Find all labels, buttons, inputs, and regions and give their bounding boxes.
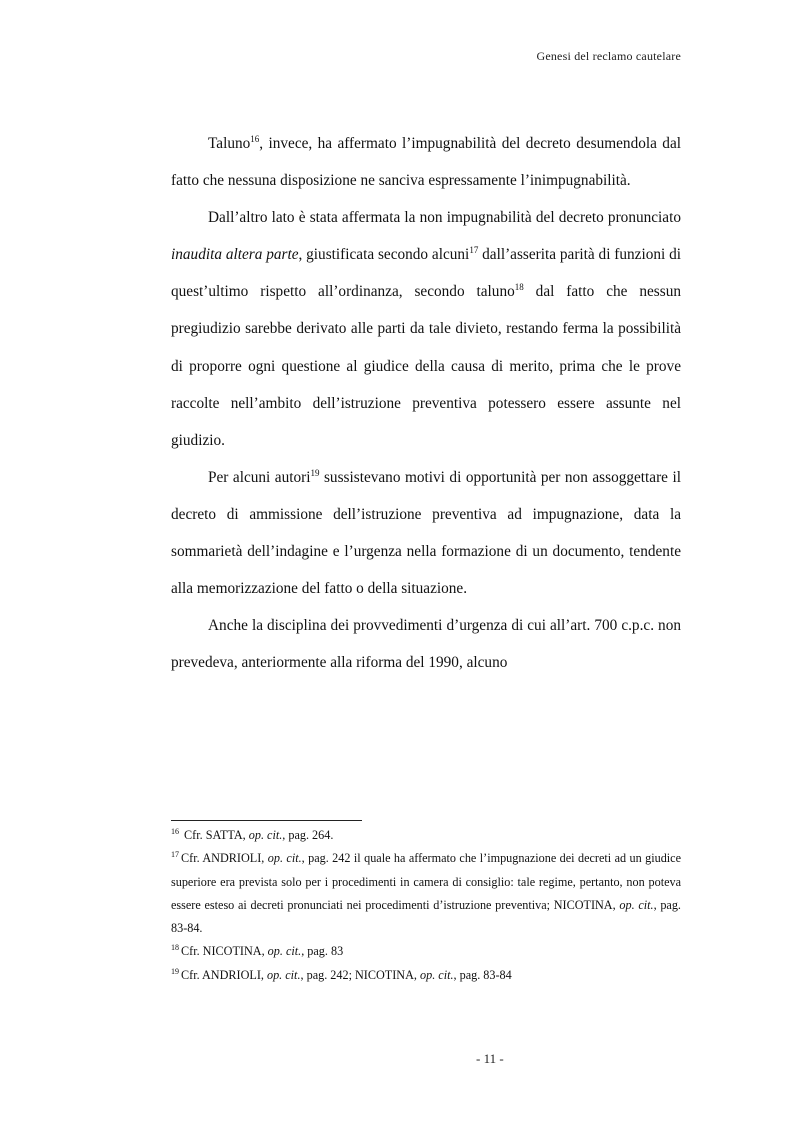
footnote-ref-19[interactable]: 19	[310, 467, 320, 478]
paragraph-2	[171, 199, 681, 459]
footnote-19	[171, 964, 681, 987]
text-span: dal fatto che nessun pregiudizio sarebbe derivato alle parti da tale divieto, restando ferma la possibilità di proporre ogni questione al giudice della causa di merito, prima che le prove raccolte nell’ambito dell’istruzione preventiva potessero essere assunte nel giudizio.	[171, 283, 681, 449]
italic-phrase: op. cit.	[248, 828, 283, 842]
text-span: Taluno	[208, 135, 251, 152]
text-span: Cfr. SATTA,	[181, 828, 249, 842]
text-span: , pag. 242 il quale ha affermato che l’impugnazione dei decreti ad un giudice superiore era prevista solo per i procedimenti in camera di consiglio: tale regime, pertanto, non poteva essere esteso ai decreti pronunciati nei procedimenti d’istruzione preventiva; NICOTINA,	[171, 851, 681, 912]
text-span: Per alcuni autori	[208, 468, 311, 486]
text-span: Anche la disciplina dei provvedimenti d’urgenza di cui all’art. 700 c.p.c. non prevedeva, anteriormente alla riforma del 1990, alcuno	[171, 617, 681, 672]
italic-phrase: op. cit.	[619, 897, 654, 912]
footnote-number: 19	[171, 966, 179, 976]
footnotes-section	[171, 824, 681, 987]
page-number: - 11 -	[476, 1051, 504, 1066]
running-header: Genesi del reclamo cautelare	[536, 49, 681, 63]
paragraph-3	[171, 459, 681, 607]
text-span: , pag. 242; NICOTINA,	[300, 967, 420, 982]
text-span: , pag. 264.	[282, 828, 334, 842]
text-span: , invece, ha affermato l’impugnabilità del decreto desumendola dal fatto che nessuna disposizione ne sanciva espressamente l’inimpugnabilità.	[171, 135, 681, 190]
footnote-18	[171, 940, 681, 963]
text-span: , pag. 83-84.	[171, 897, 681, 936]
footnote-16	[171, 824, 681, 847]
italic-phrase: op. cit.	[266, 967, 301, 982]
text-span: , pag. 83-84	[453, 967, 512, 982]
main-text	[171, 125, 681, 681]
paragraph-4	[171, 607, 681, 681]
italic-phrase: inaudita altera parte	[171, 246, 299, 264]
footnote-divider	[171, 820, 362, 821]
text-span: , giustificata secondo alcuni	[298, 246, 470, 264]
text-span: Cfr. ANDRIOLI,	[181, 967, 267, 982]
footnote-number: 16	[171, 827, 179, 836]
footnote-number: 17	[171, 850, 179, 860]
text-span: dall’asserita parità di funzioni di quest’ultimo rispetto all’ordinanza, secondo taluno	[171, 246, 681, 301]
footnote-ref-18[interactable]: 18	[514, 282, 524, 293]
footnote-number: 18	[171, 943, 179, 953]
italic-phrase: op. cit.	[420, 967, 454, 982]
text-span: sussistevano motivi di opportunità per non assoggettare il decreto di ammissione dell’istruzione preventiva ad impugnazione, data la sommarietà dell’indagine e l’urgenza nella formazione di un documento, tendente alla memorizzazione del fatto o della situazione.	[171, 468, 681, 598]
paragraph-1	[171, 125, 681, 199]
text-span: Cfr. NICOTINA,	[181, 944, 268, 959]
footnote-ref-16[interactable]: 16	[250, 134, 260, 144]
footnote-ref-17[interactable]: 17	[469, 245, 479, 256]
text-span: , pag. 83	[301, 944, 344, 959]
text-span: Cfr. ANDRIOLI,	[181, 851, 268, 866]
italic-phrase: op. cit.	[267, 944, 302, 959]
text-span: Dall’altro lato è stata affermata la non impugnabilità del decreto pronunciato	[208, 209, 681, 227]
footnote-17	[171, 847, 681, 940]
italic-phrase: op. cit.	[267, 851, 302, 866]
